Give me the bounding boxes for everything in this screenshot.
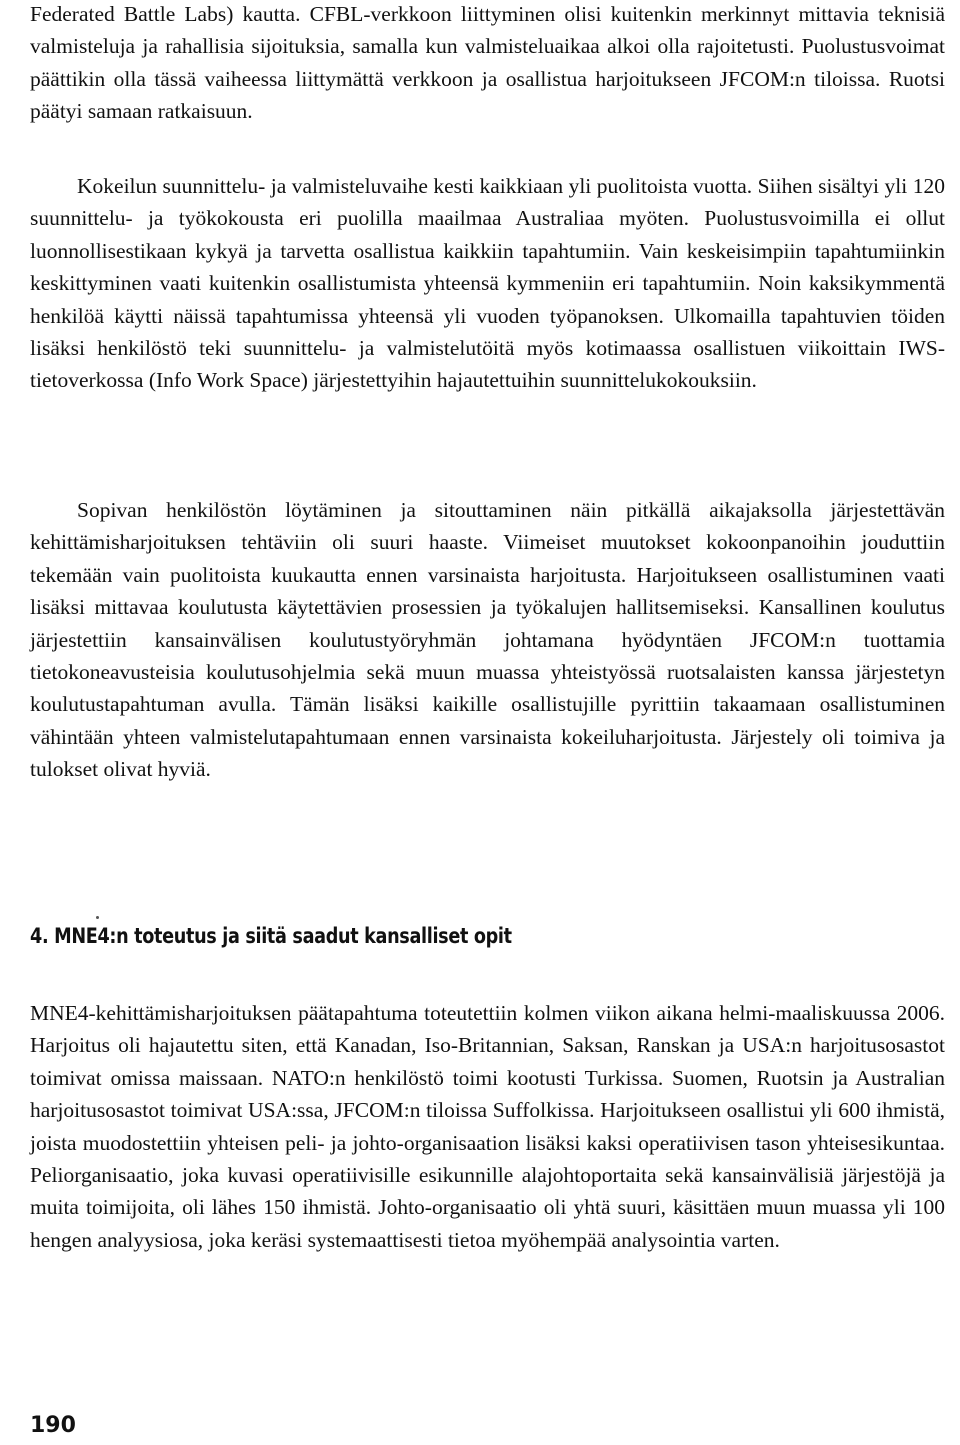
paragraph-planning-phase: Kokeilun suunnittelu- ja valmisteluvaihe kesti kaikkiaan yli puolitoista vuotta. Siihen sisältyi yli 120 suunnittelu- ja työkokousta eri puolilla maailmaa Australiaa myöten. Puolustusvoimilla ei ollut luonnollisestikaan kykyä ja tarvetta osallistua kaikkiin tapahtumiin. Vain keskeisimpiin tapahtumiinkin keskittyminen vaati kuitenkin osallistumista yhteensä kymmeniin eri tapahtumiin. Noin kaksikymmentä henkilöä käytti näissä tapahtumissa yhteensä yli vuoden työpanoksen. Ulkomailla tapahtuvien töiden lisäksi henkilöstö teki suunnittelu- ja valmistelutöitä myös kotimaassa osallistuen viikoittain IWS-tietoverkossa (Info Work Space) järjestettyihin hajautettuihin suunnittelukokouksiin. [30, 174, 945, 393]
page-number: 190 [30, 1413, 76, 1438]
paragraph-continued: Federated Battle Labs) kautta. CFBL-verkkoon liittyminen olisi kuitenkin merkinnyt mittavia teknisiä valmisteluja ja rahallisia sijoituksia, samalla kun valmisteluaikaa alkoi olla rajoitetusti. Puolustusvoimat päättikin olla tässä vaiheessa liittymättä verkkoon ja osallistua harjoitukseen JFCOM:n tiloissa. Ruotsi päätyi samaan ratkaisuun. [30, 2, 945, 124]
paragraph-personnel-challenge: Sopivan henkilöstön löytäminen ja sitouttaminen näin pitkällä aikajaksolla järjestettävän kehittämisharjoituksen tehtäviin oli suuri haaste. Viimeiset muutokset kokoonpanoihin jouduttiin tekemään vain puolitoista kuukautta ennen varsinaista harjoitusta. Harjoitukseen osallistuminen vaati lisäksi mittavaa koulutusta käytettävien prosessien ja työkalujen hallitsemiseksi. Kansallinen koulutus järjestettiin kansainvälisen koulutustyöryhmän johtamana hyödyntäen JFCOM:n tuottamia tietokoneavusteisia koulutusohjelmia sekä muun muassa yhteistyössä ruotsalaisten kanssa järjestetyn koulutustapahtuman avulla. Tämän lisäksi kaikille osallistujille pyrittiin takaamaan osallistuminen vähintään yhteen valmistelutapahtumaan ennen varsinaista kokeiluharjoitusta. Järjestely oli toimiva ja tulokset olivat hyviä. [30, 498, 945, 782]
scan-speck [96, 916, 99, 919]
document-page [30, 0, 945, 1445]
section-heading: 4. MNE4:n toteutus ja siitä saadut kansalliset opit [30, 924, 512, 948]
paragraph-execution: MNE4-kehittämisharjoituksen päätapahtuma toteutettiin kolmen viikon aikana helmi-maaliskuussa 2006. Harjoitus oli hajautettu siten, että Kanadan, Iso-Britannian, Saksan, Ranskan ja USA:n harjoitusosastot toimivat omissa maissaan. NATO:n henkilöstö toimi kootusti Turkissa. Suomen, Ruotsin ja Australian harjoitusosastot toimivat USA:ssa, JFCOM:n tiloissa Suffolkissa. Harjoitukseen osallistui yli 600 ihmistä, joista muodostettiin yhteisen peli- ja johto-organisaation lisäksi kaksi operatiivisen tason yhteisesikuntaa. Peliorganisaatio, joka kuvasi operatiivisille esikunnille alajohtoportaita sekä kansainvälisiä järjestöjä ja muita toimijoita, oli lähes 150 ihmistä. Johto-organisaatio oli yhtä suuri, käsittäen muun muassa yli 100 hengen analyysiosa, joka keräsi systemaattisesti tietoa myöhempää analysointia varten. [30, 1001, 945, 1252]
